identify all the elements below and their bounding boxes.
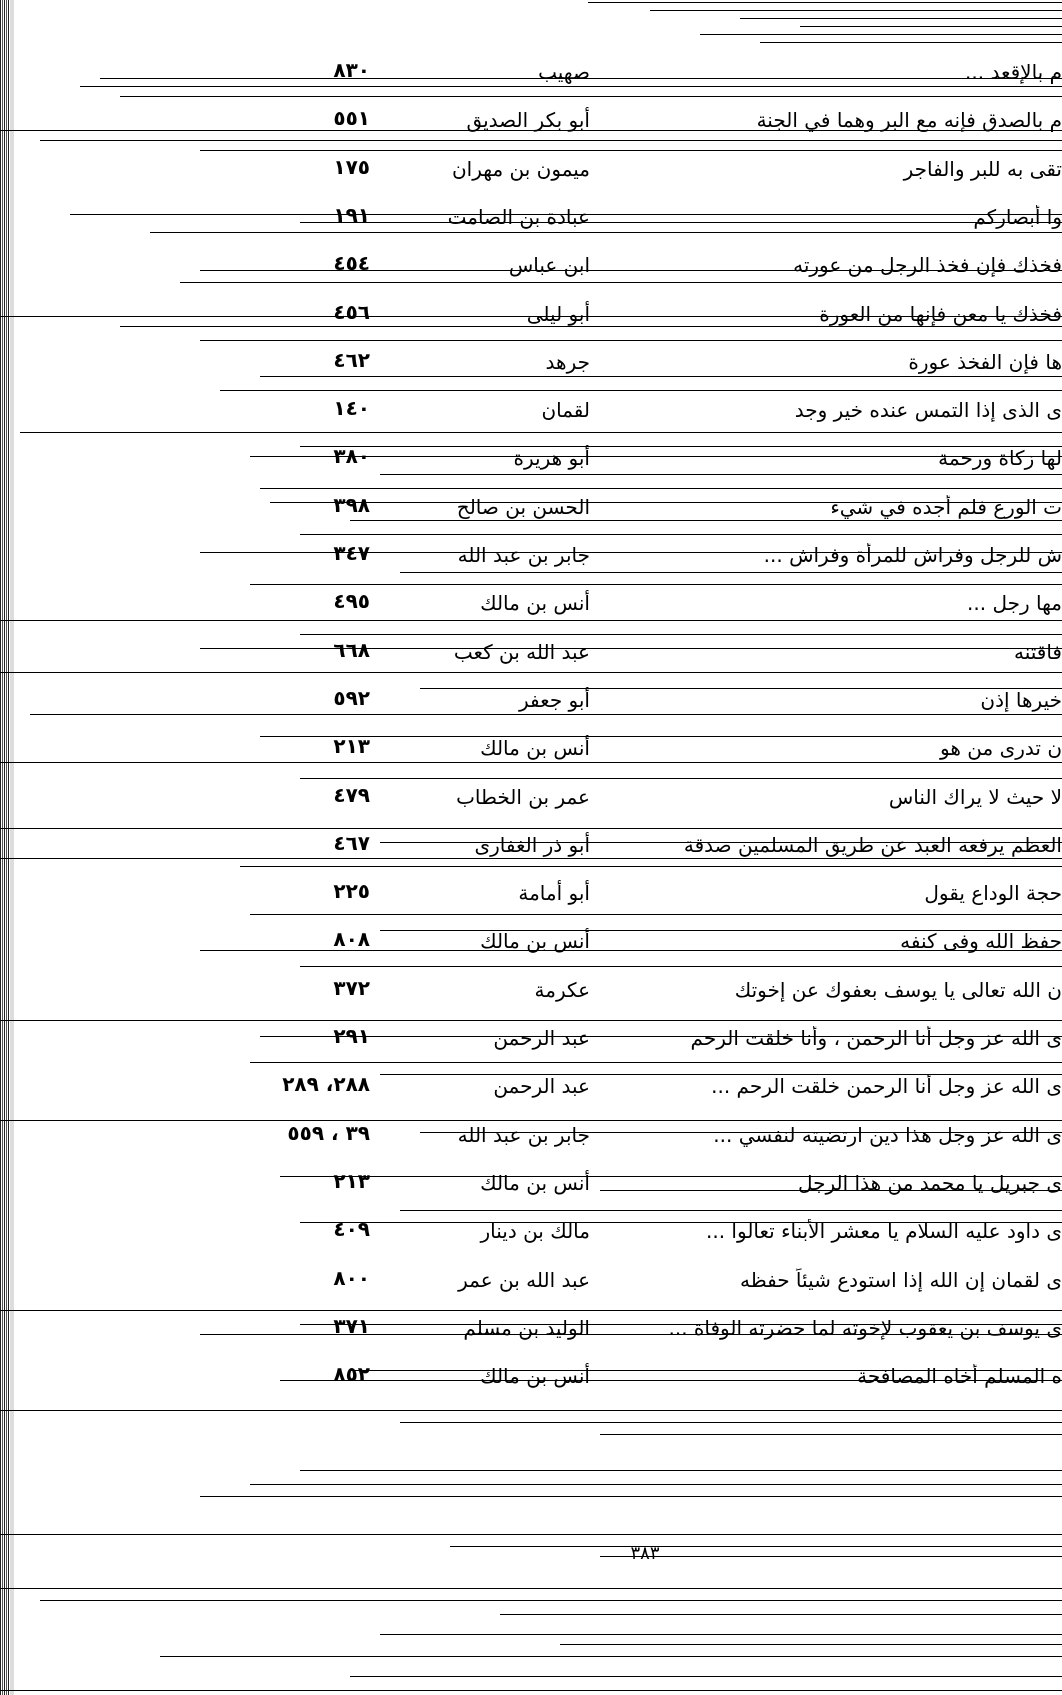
- narrator: أبو ليلى: [526, 301, 590, 326]
- page-reference: ٣٩٨: [333, 492, 370, 517]
- page-reference: ٤٠٩: [333, 1217, 370, 1242]
- index-row: [0, 390, 1062, 438]
- page-reference: ٦٦٨: [333, 637, 370, 662]
- page-reference: ٤٦٧: [333, 830, 370, 855]
- index-row: [0, 1018, 1062, 1066]
- narrator: أبو هريرة: [513, 446, 590, 471]
- scan-line: [200, 1496, 1062, 1497]
- page-reference: ١٤٠: [333, 396, 370, 421]
- hadith-text: ى الله عز وجل هذا دين ارتضيته لنفسي ...: [713, 1122, 1062, 1147]
- page-reference: ٤٦٢: [333, 347, 370, 372]
- narrator: أنس بن مالك: [480, 1364, 590, 1389]
- hadith-text: لا حيث لا يراك الناس: [888, 784, 1062, 809]
- scan-line: [350, 1676, 1062, 1677]
- page-reference: ٨٠٨: [333, 927, 370, 952]
- narrator: مالك بن دينار: [480, 1219, 590, 1244]
- scan-line: [740, 18, 1062, 19]
- index-row: [0, 1066, 1062, 1114]
- scan-line: [380, 1634, 1062, 1635]
- hadith-text: ن تدرى من هو: [940, 736, 1062, 761]
- index-row: [0, 970, 1062, 1018]
- narrator: عكرمة: [534, 977, 590, 1002]
- narrator: لقمان: [541, 398, 590, 423]
- narrator: عبد الله بن كعب: [453, 639, 590, 664]
- hadith-text: لها زكاة ورحمة: [938, 446, 1062, 471]
- hadith-text: ن الله تعالى يا يوسف بعفوك عن إخوتك: [734, 977, 1062, 1002]
- hadith-text: فاقتنه: [1013, 639, 1062, 664]
- narrator: عبد الله بن عمر: [458, 1267, 590, 1292]
- index-row: [0, 777, 1062, 825]
- page-reference: ١٧٥: [333, 154, 370, 179]
- page-reference: ٣٧٢: [333, 975, 370, 1000]
- narrator: ابن عباس: [508, 253, 590, 278]
- index-row: [0, 487, 1062, 535]
- hadith-text: ى لقمان إن الله إذا استودع شيئاً حفظه: [739, 1267, 1062, 1292]
- scan-line: [0, 1588, 1062, 1589]
- page-reference: ٨٠٠: [333, 1265, 370, 1290]
- page-number: ٣٨٣: [630, 1543, 660, 1564]
- narrator: أبو ذر الغفارى: [474, 832, 590, 857]
- narrator: الوليد بن مسلم: [463, 1315, 590, 1340]
- index-row: [0, 1163, 1062, 1211]
- page-reference: ٥٩٢: [333, 685, 370, 710]
- page-reference: ٥٥١: [333, 106, 370, 131]
- page-reference: ٢١٣: [333, 1168, 370, 1193]
- hadith-text: مها رجل ...: [967, 591, 1062, 616]
- index-row: [0, 100, 1062, 148]
- index-row: [0, 1115, 1062, 1163]
- hadith-text: العظم يرفعه العبد عن طريق المسلمين صدقة: [683, 832, 1062, 857]
- hadith-text: ه المسلم أخاه المصافحة: [857, 1364, 1062, 1389]
- hadith-text: فخذك يا معن فإنها من العورة: [819, 301, 1062, 326]
- hadith-text: فخذك فإن فخذ الرجل من عورته: [793, 253, 1062, 278]
- narrator: عبد الرحمن: [493, 1026, 590, 1050]
- page-reference: ٨٣٠: [333, 58, 370, 82]
- hadith-text: حجة الوداع يقول: [924, 881, 1062, 906]
- scan-line: [40, 1600, 1062, 1601]
- page-reference: ٣٨٠: [333, 444, 370, 469]
- index-row: [0, 342, 1062, 390]
- hadith-text: خيرها إذن: [980, 687, 1062, 712]
- page-reference: ٣٩ ، ٥٥٩: [287, 1120, 370, 1145]
- page-reference: ٢٨٨، ٢٨٩: [282, 1072, 370, 1097]
- hadith-text: ى الله عز وجل أنا الرحمن خلقت الرحم ...: [711, 1074, 1062, 1099]
- page-reference: ٣٧١: [333, 1313, 370, 1338]
- hadith-text: ى الذى إذا التمس عنده خير وجد: [794, 398, 1062, 423]
- narrator: جابر بن عبد الله: [457, 1122, 590, 1147]
- page-reference: ٤٩٥: [333, 589, 370, 614]
- hadith-text: حفظ الله وفى كنفه: [900, 929, 1062, 954]
- narrator: عمر بن الخطاب: [456, 784, 590, 809]
- scan-line: [800, 26, 1062, 27]
- index-row: [0, 1211, 1062, 1259]
- index-row: [0, 1260, 1062, 1308]
- hadith-text: تقى به للبر والفاجر: [903, 156, 1062, 181]
- narrator: عبادة بن الصامت: [447, 204, 590, 229]
- scan-line: [500, 1614, 1062, 1615]
- narrator: الحسن بن صالح: [456, 494, 590, 519]
- scan-line: [650, 10, 1062, 11]
- hadith-text: ت الورع فلم أجده في شيء: [830, 494, 1062, 519]
- index-row: [0, 245, 1062, 293]
- scan-line: [600, 1434, 1062, 1435]
- narrator: أنس بن مالك: [480, 736, 590, 761]
- hadith-text: ى يوسف بن يعقوب لإخوته لما حضرته الوفاة ...: [668, 1315, 1062, 1340]
- scan-line: [160, 1656, 1062, 1657]
- scan-line: [0, 1534, 1062, 1535]
- index-row: [0, 680, 1062, 728]
- index-row: [0, 149, 1062, 197]
- scan-line: [0, 1410, 1062, 1411]
- scan-line: [300, 1470, 1062, 1471]
- narrator: ميمون بن مهران: [451, 156, 590, 181]
- hadith-text: ى جبريل يا محمد من هذا الرجل: [797, 1170, 1062, 1195]
- narrator: أبو جعفر: [519, 687, 590, 712]
- scan-line: [400, 1422, 1062, 1423]
- narrator: أبو بكر الصديق: [466, 108, 590, 133]
- hadith-text: م بالصدق فإنه مع البر وهما في الجنة: [756, 108, 1062, 133]
- hadith-text: ى الله عز وجل أنا الرحمن ، وأنا خلقت الرحم: [690, 1026, 1062, 1050]
- hadith-text: ى داود عليه السلام يا معشر الأبناء تعالوا ...: [706, 1219, 1062, 1244]
- index-row: [0, 825, 1062, 873]
- index-row: [0, 583, 1062, 631]
- page-reference: ٢٢٥: [333, 879, 370, 904]
- narrator: أنس بن مالك: [480, 1170, 590, 1195]
- index-row: [0, 197, 1062, 245]
- index-row: [0, 728, 1062, 776]
- index-row: [0, 873, 1062, 921]
- index-row: [0, 1308, 1062, 1356]
- hadith-text: وا أبصاركم: [973, 204, 1062, 229]
- index-row: [0, 921, 1062, 969]
- page-reference: ٢٩١: [333, 1024, 370, 1048]
- page-reference: ٢١٣: [333, 734, 370, 759]
- index-row: [0, 52, 1062, 100]
- scan-line: [0, 1690, 1062, 1691]
- narrator: جابر بن عبد الله: [457, 543, 590, 567]
- page-reference: ٤٥٦: [333, 299, 370, 324]
- page-reference: ٨٥٢: [333, 1362, 370, 1387]
- narrator: صهيب: [538, 60, 590, 84]
- narrator: جرهد: [545, 349, 590, 374]
- hadith-text: ها فإن الفخذ عورة: [908, 349, 1062, 374]
- narrator: أبو أمامة: [518, 881, 590, 906]
- scan-line: [250, 1484, 1062, 1485]
- narrator: عبد الرحمن: [493, 1074, 590, 1099]
- narrator: أنس بن مالك: [480, 591, 590, 616]
- hadith-text: ش للرجل وفراش للمرأة وفراش ...: [763, 543, 1062, 567]
- scan-line: [560, 1644, 1062, 1645]
- index-row: [0, 535, 1062, 583]
- scan-line: [700, 34, 1062, 35]
- index-row: [0, 294, 1062, 342]
- page-reference: ٤٥٤: [333, 251, 370, 276]
- scan-line: [588, 2, 1062, 3]
- scan-line: [760, 42, 1062, 43]
- page-reference: ١٩١: [333, 202, 370, 227]
- hadith-text: م بالإقعد ...: [965, 60, 1062, 84]
- page-reference: ٤٧٩: [333, 782, 370, 807]
- scan-line: [450, 1546, 1062, 1547]
- index-row: [0, 438, 1062, 486]
- page-reference: ٣٤٧: [333, 541, 370, 565]
- narrator: أنس بن مالك: [480, 929, 590, 954]
- index-row: [0, 632, 1062, 680]
- index-row: [0, 1356, 1062, 1404]
